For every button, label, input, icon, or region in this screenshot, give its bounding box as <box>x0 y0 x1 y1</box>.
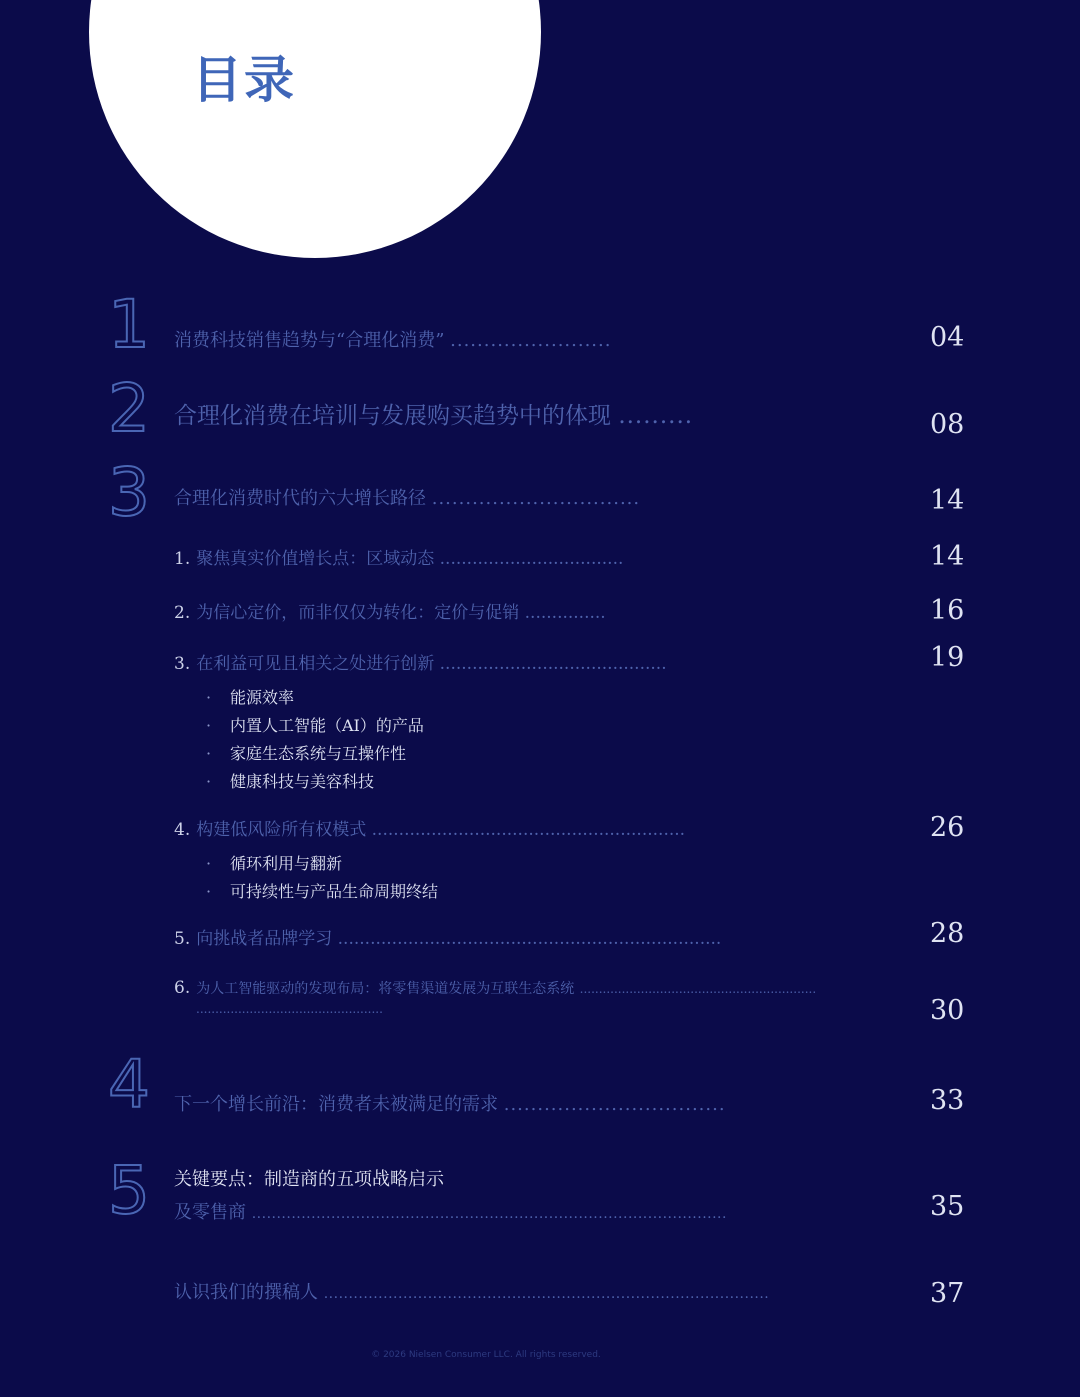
section-number-3: 3 <box>108 454 150 531</box>
section-number-2: 2 <box>108 370 150 447</box>
page-number: 04 <box>930 322 965 353</box>
bullet-label: 循环利用与翻新 <box>230 854 343 873</box>
toc-entry-label: 及零售商 <box>174 1202 246 1223</box>
toc-entry-section-4[interactable] <box>174 1090 726 1116</box>
page-number: 35 <box>930 1191 965 1222</box>
page-number: 28 <box>930 918 965 949</box>
toc-subentry-5[interactable] <box>174 924 721 949</box>
subentry-number: 3. <box>174 654 191 674</box>
toc-entry-label: 为人工智能驱动的发现布局：将零售渠道发展为互联生态系统 <box>196 981 575 997</box>
header-circle <box>89 0 541 258</box>
toc-entry-label: 消费科技销售趋势与“合理化消费” <box>174 330 445 351</box>
toc-entry-label: 向挑战者品牌学习 <box>196 929 333 949</box>
leader-dots: ....................................................................... <box>337 929 722 949</box>
page-number: 19 <box>930 642 965 673</box>
toc-entry-label: 合理化消费在培训与发展购买趋势中的体现 <box>174 403 611 429</box>
bullet-glyph: · <box>206 854 212 873</box>
subentry-number: 6. <box>174 978 191 998</box>
page-number: 08 <box>930 409 965 440</box>
leader-dots: .................................. <box>439 549 624 569</box>
bullet-label: 能源效率 <box>230 688 295 707</box>
leader-dots: ............... <box>524 603 606 623</box>
section-number-5: 5 <box>108 1152 150 1229</box>
toc-entry-section-5-line1[interactable]: 关键要点：制造商的五项战略启示 <box>174 1169 444 1190</box>
bullet-label: 内置人工智能（AI）的产品 <box>230 716 424 735</box>
page-number: 16 <box>930 595 965 626</box>
leader-dots: ............................... <box>431 488 641 509</box>
toc-subentry-2[interactable] <box>174 598 606 623</box>
toc-entry-label: 为信心定价，而非仅仅为转化：定价与促销 <box>196 603 520 623</box>
leader-dots: .......................................... <box>439 654 667 674</box>
leader-dots: .......................................................................................... <box>323 1286 770 1302</box>
bullet-item[interactable] <box>206 769 374 792</box>
toc-subentry-4[interactable] <box>174 815 685 840</box>
leader-dots: .......................................................... <box>371 820 686 840</box>
subentry-number: 5. <box>174 929 191 949</box>
toc-subentry-3[interactable] <box>174 649 667 674</box>
toc-subentry-6[interactable] <box>174 978 816 998</box>
toc-entry-section-5-line2[interactable] <box>174 1198 727 1224</box>
bullet-item[interactable] <box>206 741 406 764</box>
bullet-glyph: · <box>206 688 212 707</box>
toc-entry-label: 合理化消费时代的六大增长路径 <box>174 488 426 509</box>
bullet-label: 可持续性与产品生命周期终结 <box>230 882 439 901</box>
section-number-4: 4 <box>108 1046 150 1123</box>
bullet-item[interactable] <box>206 713 424 736</box>
toc-entry-label: 聚焦真实价值增长点：区域动态 <box>196 549 435 569</box>
copyright-footer: © 2026 Nielsen Consumer LLC. All rights reserved. <box>371 1350 601 1360</box>
bullet-glyph: · <box>206 882 212 901</box>
toc-entry-section-2[interactable] <box>174 397 693 430</box>
bullet-label: 家庭生态系统与互操作性 <box>230 744 407 763</box>
bullet-label: 健康科技与美容科技 <box>230 772 375 791</box>
leader-dots: .............................................................. <box>579 982 817 996</box>
leader-dots: ................................. <box>503 1094 726 1115</box>
bullet-glyph: · <box>206 744 212 763</box>
page-number: 14 <box>930 541 965 572</box>
leader-dots-continued: ................................................. <box>196 1002 383 1016</box>
toc-entry-label: 在利益可见且相关之处进行创新 <box>196 654 435 674</box>
toc-entry-section-3[interactable] <box>174 484 640 510</box>
subentry-number: 4. <box>174 820 191 840</box>
subentry-number: 1. <box>174 549 191 569</box>
toc-entry-section-1[interactable] <box>174 326 611 352</box>
page-number: 37 <box>930 1278 965 1309</box>
leader-dots: ................................................................................................ <box>251 1206 727 1222</box>
bullet-glyph: · <box>206 716 212 735</box>
toc-entry-label: 构建低风险所有权模式 <box>196 820 367 840</box>
page-number: 26 <box>930 812 965 843</box>
bullet-item[interactable] <box>206 685 294 708</box>
page-title: 目录 <box>192 51 296 109</box>
toc-entry-label: 认识我们的撰稿人 <box>174 1282 318 1303</box>
leader-dots: ........................ <box>450 330 612 351</box>
section-number-1: 1 <box>108 286 150 363</box>
toc-entry-label: 下一个增长前沿：消费者未被满足的需求 <box>174 1094 498 1115</box>
toc-subentry-1[interactable] <box>174 544 623 569</box>
leader-dots: ......... <box>618 403 694 429</box>
page-number: 14 <box>930 485 965 516</box>
page-number: 33 <box>930 1085 965 1116</box>
subentry-number: 2. <box>174 603 191 623</box>
bullet-item[interactable] <box>206 851 342 874</box>
bullet-glyph: · <box>206 772 212 791</box>
page-number: 30 <box>930 995 965 1026</box>
bullet-item[interactable] <box>206 879 438 902</box>
toc-entry-about[interactable] <box>174 1278 769 1304</box>
